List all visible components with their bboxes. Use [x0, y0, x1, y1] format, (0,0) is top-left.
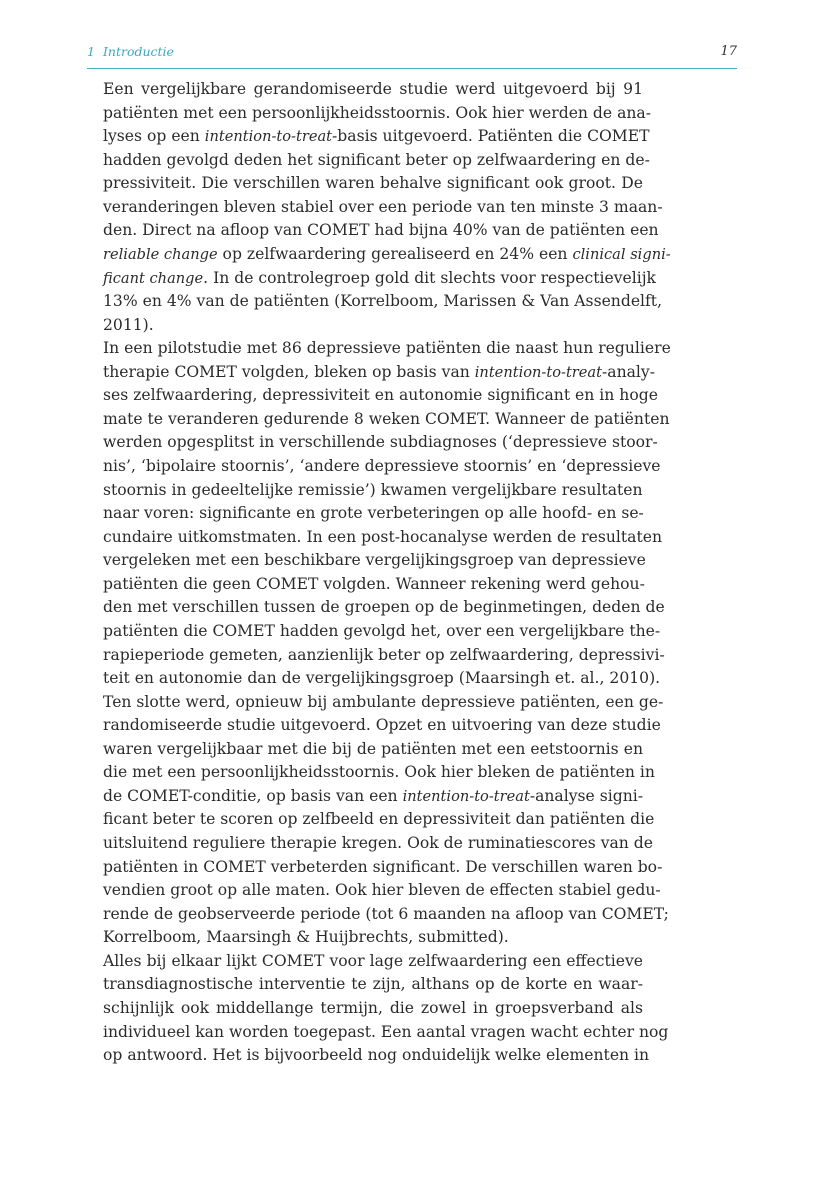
chapter-title: Introductie [102, 44, 174, 59]
text-segment: vendien groot op alle maten. Ook hier bleven de effecten stabiel gedu- [103, 881, 661, 900]
chapter-heading [87, 44, 174, 59]
text-segment: ficant beter te scoren op zelfbeeld en depressiviteit dan patiënten die [103, 810, 655, 829]
text-line [103, 738, 643, 762]
text-line [103, 973, 643, 997]
text-segment: Ten slotte werd, opnieuw bij ambulante depressieve patiënten, een ge- [103, 692, 664, 711]
text-segment: therapie COMET volgden, bleken op basis van [103, 362, 475, 381]
text-line [103, 149, 650, 173]
text-line [103, 714, 661, 738]
text-segment: randomiseerde studie uitgevoerd. Opzet en uitvoering van deze studie [103, 716, 661, 735]
text-line [103, 408, 670, 432]
text-line [103, 549, 646, 573]
text-segment: op antwoord. Het is bijvoorbeeld nog onduidelijk welke elementen in [103, 1046, 650, 1065]
italic-term: intention-to-treat [474, 363, 602, 381]
italic-term: intention-to-treat [402, 787, 530, 805]
text-segment: op zelfwaardering gerealiseerd en 24% een [217, 244, 573, 263]
text-segment: transdiagnostische interventie te zijn, althans op de korte en waar- [103, 975, 643, 994]
text-segment: patiënten met een persoonlijkheidsstoornis. Ook hier werden de ana- [103, 103, 651, 122]
text-line [103, 1021, 669, 1045]
text-line [103, 384, 658, 408]
text-segment: . In de controlegroep gold dit slechts voor respectievelijk [203, 268, 657, 287]
text-segment: individueel kan worden toegepast. Een aantal vragen wacht echter nog [103, 1022, 669, 1041]
text-segment: schijnlijk ook middellange termijn, die zowel in groepsverband als [103, 998, 643, 1017]
text-line [103, 1044, 650, 1068]
text-segment: rende de geobserveerde periode (tot 6 maanden na afloop van COMET; [103, 904, 669, 923]
text-line [103, 479, 643, 503]
text-segment: teit en autonomie dan de vergelijkingsgroep (Maarsingh et. al., 2010). [103, 669, 661, 688]
text-line [103, 361, 655, 385]
text-line [103, 903, 669, 927]
text-line [103, 290, 663, 314]
text-segment: werden opgesplitst in verschillende subdiagnoses (‘depressieve stoor- [103, 433, 658, 452]
italic-term: ficant change [103, 269, 204, 287]
text-segment: -basis uitgevoerd. Patiënten die COMET [332, 127, 650, 146]
text-segment: rapieperiode gemeten, aanzienlijk beter op zelfwaardering, depressivi- [103, 645, 665, 664]
text-segment: de COMET-conditie, op basis van een [103, 786, 403, 805]
text-segment: patiënten in COMET verbeterden significant. De verschillen waren bo- [103, 857, 663, 876]
text-segment: cundaire uitkomstmaten. In een post-hocanalyse werden de resultaten [103, 527, 662, 546]
text-segment: stoornis in gedeeltelijke remissie’) kwamen vergelijkbare resultaten [103, 480, 643, 499]
text-segment: die met een persoonlijkheidsstoornis. Ook hier bleken de patiënten in [103, 763, 655, 782]
text-line [103, 125, 650, 149]
text-segment: naar voren: significante en grote verbeteringen op alle hoofd- en se- [103, 504, 644, 523]
text-line [103, 785, 643, 809]
body-text [103, 78, 671, 1068]
text-line [103, 78, 643, 102]
text-line [103, 950, 643, 974]
text-line [103, 196, 663, 220]
text-line [103, 337, 671, 361]
text-line [103, 431, 658, 455]
chapter-number: 1 [87, 44, 95, 59]
text-line [103, 267, 657, 291]
text-segment: patiënten die geen COMET volgden. Wanneer rekening werd gehou- [103, 574, 645, 593]
text-segment: In een pilotstudie met 86 depressieve patiënten die naast hun reguliere [103, 339, 671, 358]
text-line [103, 573, 643, 597]
text-segment: -analyse signi- [529, 786, 643, 805]
text-segment: waren vergelijkbaar met die bij de patiënten met een eetstoornis en [103, 739, 643, 758]
text-line [103, 997, 643, 1021]
text-segment: nis’, ‘bipolaire stoornis’, ‘andere depressieve stoornis’ en ‘depressieve [103, 457, 661, 475]
text-line [103, 926, 643, 950]
text-line [103, 620, 661, 644]
italic-term: reliable change [103, 245, 218, 263]
text-line [103, 102, 651, 126]
text-segment: 2011). [103, 315, 154, 334]
text-line [103, 502, 643, 526]
text-line [103, 526, 662, 550]
text-line [103, 832, 654, 856]
text-segment: veranderingen bleven stabiel over een periode van ten minste 3 maan- [103, 197, 663, 216]
text-segment: lyses op een [103, 127, 205, 146]
text-segment: uitsluitend reguliere therapie kregen. Ook de ruminatiescores van de [103, 834, 654, 852]
text-line [103, 219, 659, 243]
text-segment: -analy- [602, 362, 655, 381]
text-segment: mate te veranderen gedurende 8 weken COMET. Wanneer de patiënten [103, 409, 670, 428]
text-segment: den met verschillen tussen de groepen op de beginmetingen, deden de [103, 598, 665, 617]
running-header [87, 38, 737, 69]
text-line [103, 691, 664, 715]
text-segment: hadden gevolgd deden het significant beter op zelfwaardering en de- [103, 150, 650, 169]
text-segment: vergeleken met een beschikbare vergelijkingsgroep van depressieve [103, 551, 646, 570]
text-line [103, 879, 661, 903]
italic-term: intention-to-treat [204, 128, 333, 146]
text-segment: den. Direct na afloop van COMET had bijna 40% van de patiënten een [103, 221, 659, 240]
page-number: 17 [720, 44, 737, 59]
text-segment: Alles bij elkaar lijkt COMET voor lage zelfwaardering een effectieve [103, 951, 643, 970]
italic-term: clinical signi- [572, 245, 671, 263]
text-segment: patiënten die COMET hadden gevolgd het, over een vergelijkbare the- [103, 621, 661, 640]
text-line [103, 455, 661, 479]
text-line [103, 808, 655, 832]
text-line [103, 644, 665, 668]
text-line [103, 667, 661, 691]
text-segment: 13% en 4% van de patiënten (Korrelboom, Marissen & Van Assendelft, [103, 292, 663, 311]
text-segment: Korrelboom, Maarsingh & Huijbrechts, submitted). [103, 928, 509, 947]
text-line [103, 172, 643, 196]
text-segment: pressiviteit. Die verschillen waren behalve significant ook groot. De [103, 174, 643, 193]
text-line [103, 243, 671, 267]
text-segment: ses zelfwaardering, depressiviteit en autonomie significant en in hoge [103, 386, 658, 405]
text-line [103, 761, 655, 785]
text-line [103, 314, 643, 338]
text-line [103, 596, 665, 620]
text-line [103, 856, 663, 880]
text-segment: Een vergelijkbare gerandomiseerde studie werd uitgevoerd bij 91 [103, 80, 643, 98]
